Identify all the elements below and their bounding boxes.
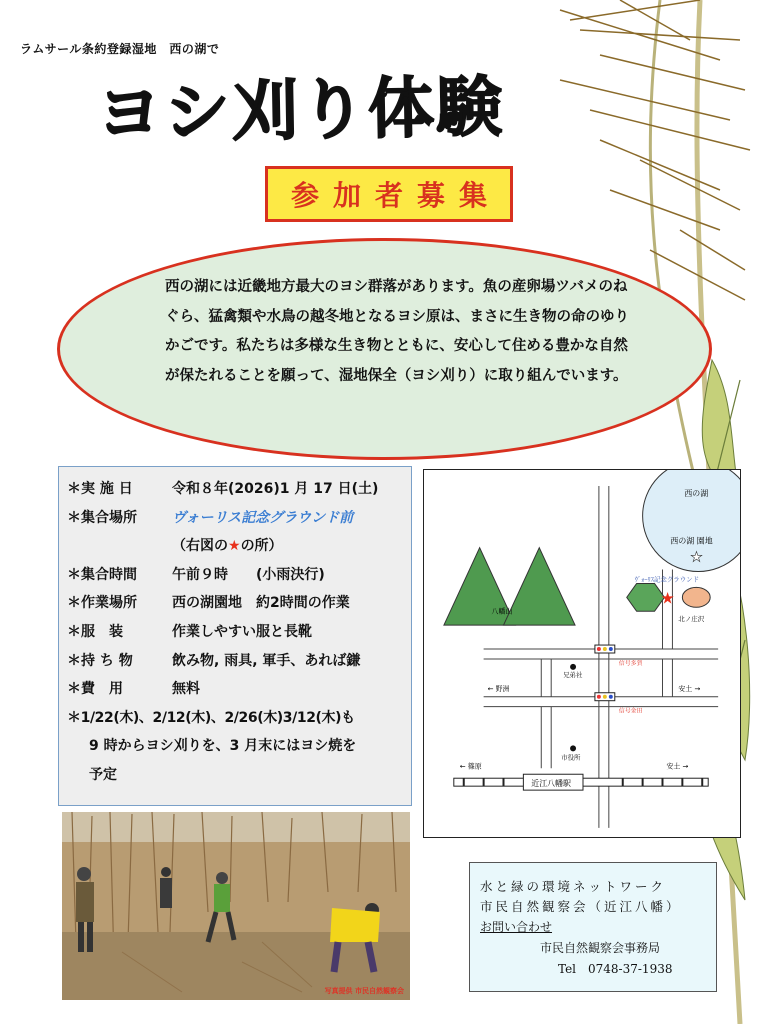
map-azuchi-label: 安土 → xyxy=(678,684,701,693)
map-mountain-label: 八幡山 xyxy=(491,607,513,616)
reed-cutting-photo xyxy=(62,812,410,1000)
fee-row xyxy=(67,675,403,704)
cityhall-dot xyxy=(570,745,576,751)
map-shrine-label: 兄弟社 xyxy=(563,670,583,679)
mountain-shape xyxy=(503,548,575,626)
clothes-row xyxy=(67,618,403,647)
work-place-label: ＊作業場所 xyxy=(67,595,137,612)
meeting-note-pre: （右図の xyxy=(172,538,228,555)
photo-credit: 写真提供 市民自然観察会 xyxy=(324,987,404,995)
meeting-time-row xyxy=(67,561,403,590)
map-ground-label: ｳﾞｫｰﾘｽ記念グラウンド xyxy=(634,575,700,584)
map-yasu-label: ← 野洲 xyxy=(487,684,510,693)
items-row xyxy=(67,647,403,676)
meeting-place-note-row xyxy=(67,532,403,561)
map-signal2-label: 信号金田 xyxy=(618,707,643,715)
hexagon-shape xyxy=(627,583,665,611)
ground-shape xyxy=(682,587,710,607)
meeting-time-value: 午前９時 (小雨決行) xyxy=(172,566,325,583)
inquiry-label: お問い合わせ xyxy=(480,920,553,934)
phone-number: Tel 0748-37-1938 xyxy=(558,962,673,976)
schedule-note-line3: 予定 xyxy=(89,766,117,783)
meeting-place-label: ＊集合場所 xyxy=(67,509,137,526)
date-label: ＊実 施 日 xyxy=(67,481,133,497)
event-title: ヨシ刈り体験 xyxy=(95,68,505,153)
org-line1: 水と緑の環境ネットワーク xyxy=(480,879,667,894)
map-signal1-label: 信号多賀 xyxy=(618,659,643,667)
date-row xyxy=(67,475,403,504)
access-map-drawing xyxy=(424,470,740,837)
lake-park-star-icon: ★ xyxy=(690,549,703,566)
meeting-time-label: ＊集合時間 xyxy=(67,566,137,583)
person-figure xyxy=(160,867,172,908)
access-map xyxy=(423,469,741,838)
star-icon: ★ xyxy=(228,538,241,555)
map-lake-park-label: 西の湖 園地 xyxy=(670,536,713,546)
date-value: 令和８年(2026)1 月 17 日(土) xyxy=(172,481,379,497)
office-name: 市民自然観察会事務局 xyxy=(540,941,661,955)
map-station-label: 近江八幡駅 xyxy=(531,779,572,789)
work-place-value: 西の湖園地 約2時間の作業 xyxy=(172,595,350,612)
clothes-value: 作業しやすい服と長靴 xyxy=(172,623,312,640)
map-cityhall-label: 市役所 xyxy=(561,753,581,762)
map-shinohara-label: ← 篠原 xyxy=(459,762,482,771)
map-lake-label: 西の湖 xyxy=(684,488,709,498)
items-label: ＊持 ち 物 xyxy=(67,652,133,669)
recruit-banner xyxy=(265,166,513,222)
venue-star-icon: ★ xyxy=(660,588,675,608)
event-subtitle: ラムサール条約登録湿地 西の湖で xyxy=(20,42,220,56)
recruit-label: 参加者募集 xyxy=(290,179,501,212)
map-kitanosho-label: 北ノ庄沢 xyxy=(678,615,705,624)
meeting-place-row xyxy=(67,504,403,533)
items-value: 飲み物, 雨具, 軍手、あれば鎌 xyxy=(172,652,361,669)
intro-text: 西の湖には近畿地方最大のヨシ群落があります。魚の産卵場ツバメのねぐら、猛禽類や水鳥の越冬地となるヨシ原は、まさに生き物の命のゆりかごです。私たちは多様な生き物とともに、安心して住める豊かな自然が保たれることを願って、湿地保全（ヨシ刈り）に取り組んでいます。 xyxy=(165,279,629,384)
schedule-note-line2: 9 時からヨシ刈りを、3 月末にはヨシ焼を xyxy=(89,738,357,755)
org-line2: 市民自然観察会（近江八幡） xyxy=(480,899,682,914)
event-info-panel xyxy=(58,466,412,806)
schedule-note-line1: ＊1/22(木)、2/12(木)、2/26(木)3/12(木)も xyxy=(67,709,355,726)
map-azuchi-rail-label: 安土 → xyxy=(666,762,689,771)
contact-box xyxy=(469,862,717,992)
fee-label: ＊費 用 xyxy=(67,681,123,698)
meeting-place-value: ヴォーリス記念グラウンド前 xyxy=(172,509,354,526)
shrine-dot xyxy=(570,664,576,670)
work-place-row xyxy=(67,589,403,618)
fee-value: 無料 xyxy=(172,681,200,698)
schedule-note xyxy=(67,704,403,790)
clothes-label: ＊服 装 xyxy=(67,623,123,640)
meeting-note-post: の所） xyxy=(240,538,283,555)
